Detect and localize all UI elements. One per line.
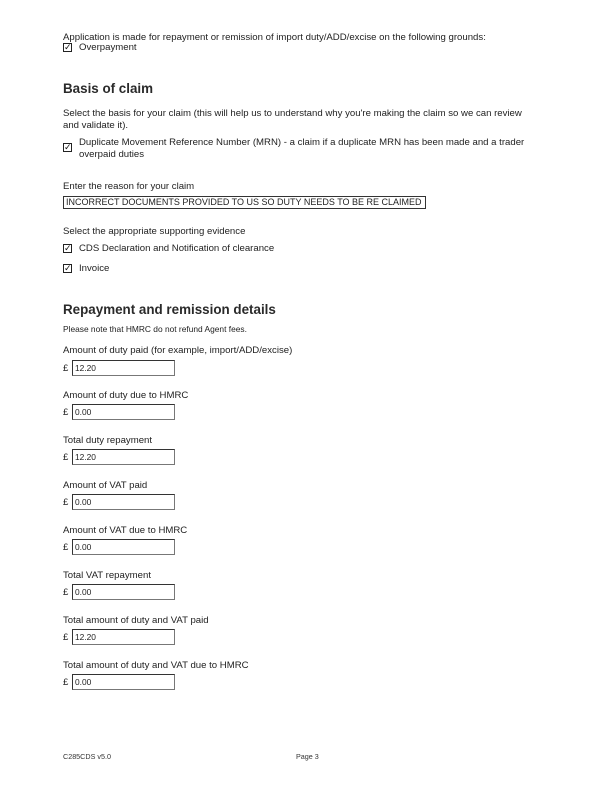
field-label-total-duty-vat-due: Total amount of duty and VAT due to HMRC — [63, 660, 249, 671]
field-label-total-vat-repayment: Total VAT repayment — [63, 570, 151, 581]
duty-paid-amount — [63, 360, 175, 376]
field-label-vat-paid: Amount of VAT paid — [63, 480, 148, 491]
duty-due-input[interactable]: 0.00 — [72, 404, 175, 420]
vat-due-input[interactable]: 0.00 — [72, 539, 175, 555]
vat-due-amount — [63, 539, 175, 555]
field-label-total-duty-vat-paid: Total amount of duty and VAT paid — [63, 615, 209, 626]
cds-declaration-label: CDS Declaration and Notification of clearance — [79, 243, 275, 254]
duty-paid-input[interactable]: 12.20 — [72, 360, 175, 376]
total-duty-vat-due-amount — [63, 674, 175, 690]
evidence-label: Select the appropriate supporting evidence — [63, 226, 246, 237]
currency-symbol: £ — [63, 497, 69, 508]
currency-symbol: £ — [63, 542, 69, 553]
total-duty-vat-paid-amount — [63, 629, 175, 645]
total-duty-repayment-amount — [63, 449, 175, 465]
field-label-duty-due: Amount of duty due to HMRC — [63, 390, 189, 401]
duplicate-mrn-label-line2: overpaid duties — [79, 149, 145, 160]
basis-heading: Basis of claim — [63, 81, 154, 96]
total-duty-repayment-input[interactable]: 12.20 — [72, 449, 175, 465]
duplicate-mrn-label-line1: Duplicate Movement Reference Number (MRN) - a claim if a duplicate MRN has been made and a trader — [79, 137, 525, 148]
total-duty-vat-paid-input[interactable]: 12.20 — [72, 629, 175, 645]
duplicate-mrn-checkbox[interactable]: ✓ — [64, 143, 72, 153]
cds-declaration-checkbox[interactable]: ✓ — [64, 244, 72, 254]
currency-symbol: £ — [63, 452, 69, 463]
total-vat-repayment-amount — [63, 584, 175, 600]
grounds-intro: Application is made for repayment or remission of import duty/ADD/excise on the following grounds: — [63, 32, 486, 43]
currency-symbol: £ — [63, 677, 69, 688]
currency-symbol: £ — [63, 407, 69, 418]
reason-label: Enter the reason for your claim — [63, 181, 195, 192]
reason-field[interactable]: INCORRECT DOCUMENTS PROVIDED TO US SO DUTY NEEDS TO BE RE CLAIMED — [63, 196, 426, 209]
basis-instruction-line2: and validate it). — [63, 120, 129, 131]
invoice-label: Invoice — [79, 263, 110, 274]
field-label-vat-due: Amount of VAT due to HMRC — [63, 525, 188, 536]
overpayment-checkbox[interactable]: ✓ — [64, 43, 72, 53]
vat-paid-amount — [63, 494, 175, 510]
currency-symbol: £ — [63, 363, 69, 374]
duty-due-amount — [63, 404, 175, 420]
page-number: Page 3 — [296, 752, 319, 761]
total-duty-vat-due-input[interactable]: 0.00 — [72, 674, 175, 690]
overpayment-label: Overpayment — [79, 42, 137, 53]
form-reference: C285CDS v5.0 — [63, 752, 111, 761]
agent-fees-note: Please note that HMRC do not refund Agent fees. — [63, 324, 247, 334]
currency-symbol: £ — [63, 632, 69, 643]
currency-symbol: £ — [63, 587, 69, 598]
vat-paid-input[interactable]: 0.00 — [72, 494, 175, 510]
field-label-total-duty-repayment: Total duty repayment — [63, 435, 153, 446]
total-vat-repayment-input[interactable]: 0.00 — [72, 584, 175, 600]
repayment-heading: Repayment and remission details — [63, 302, 276, 317]
invoice-checkbox[interactable]: ✓ — [64, 264, 72, 274]
field-label-duty-paid: Amount of duty paid (for example, import/ADD/excise) — [63, 345, 293, 356]
basis-instruction-line1: Select the basis for your claim (this will help us to understand why you're making the claim so we can review — [63, 108, 522, 119]
